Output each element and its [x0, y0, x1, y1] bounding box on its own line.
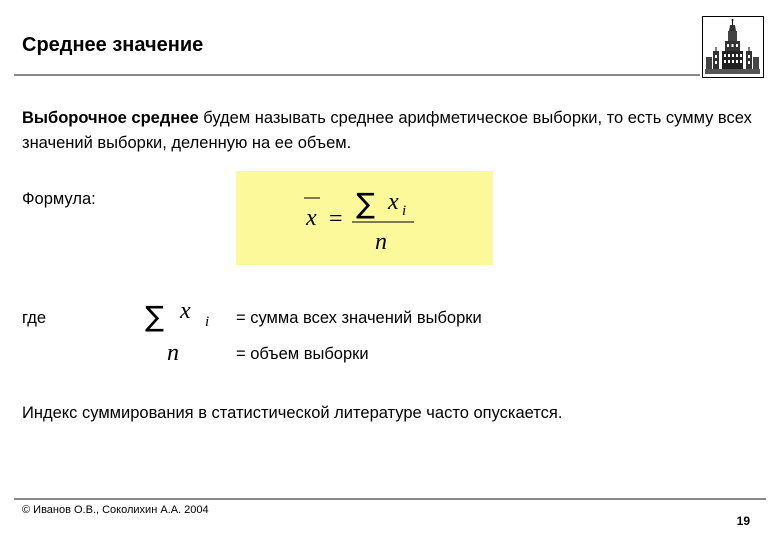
formula-box — [236, 171, 493, 265]
intro-paragraph — [22, 106, 762, 156]
university-building-logo — [702, 16, 764, 78]
mean-symbol: x — [306, 205, 317, 231]
page-number: 19 — [736, 514, 750, 528]
intro-term: Выборочное среднее — [22, 109, 199, 127]
copyright-text: © Иванов О.В., Соколихин А.А. 2004 — [22, 504, 209, 516]
where-sigma-symbol: ∑ — [145, 300, 164, 333]
where-variable: x — [180, 298, 191, 324]
formula-label: Формула: — [22, 190, 96, 208]
summation-note: Индекс суммирования в статистической литературе часто опускается. — [22, 404, 563, 422]
numerator-variable: x — [388, 189, 399, 215]
where-index: i — [205, 314, 210, 330]
sum-description: = сумма всех значений выборки — [236, 309, 482, 327]
where-label: где — [22, 309, 47, 327]
title-divider — [14, 74, 700, 76]
numerator-index: i — [402, 203, 407, 219]
msu-building-icon — [703, 17, 762, 76]
slide-title: Среднее значение — [22, 34, 204, 56]
where-n: n — [167, 340, 179, 366]
denominator: n — [375, 229, 387, 255]
n-description: = объем выборки — [236, 345, 369, 363]
where-terms — [140, 286, 220, 366]
intro-text: будем называть среднее арифметическое выборки, то есть сумму всех значений выборки, деленную на ее объем. — [22, 109, 752, 152]
footer-divider — [14, 498, 766, 500]
sigma-symbol: ∑ — [356, 187, 375, 220]
equals-sign: = — [329, 206, 343, 232]
sample-mean-formula — [236, 171, 493, 265]
